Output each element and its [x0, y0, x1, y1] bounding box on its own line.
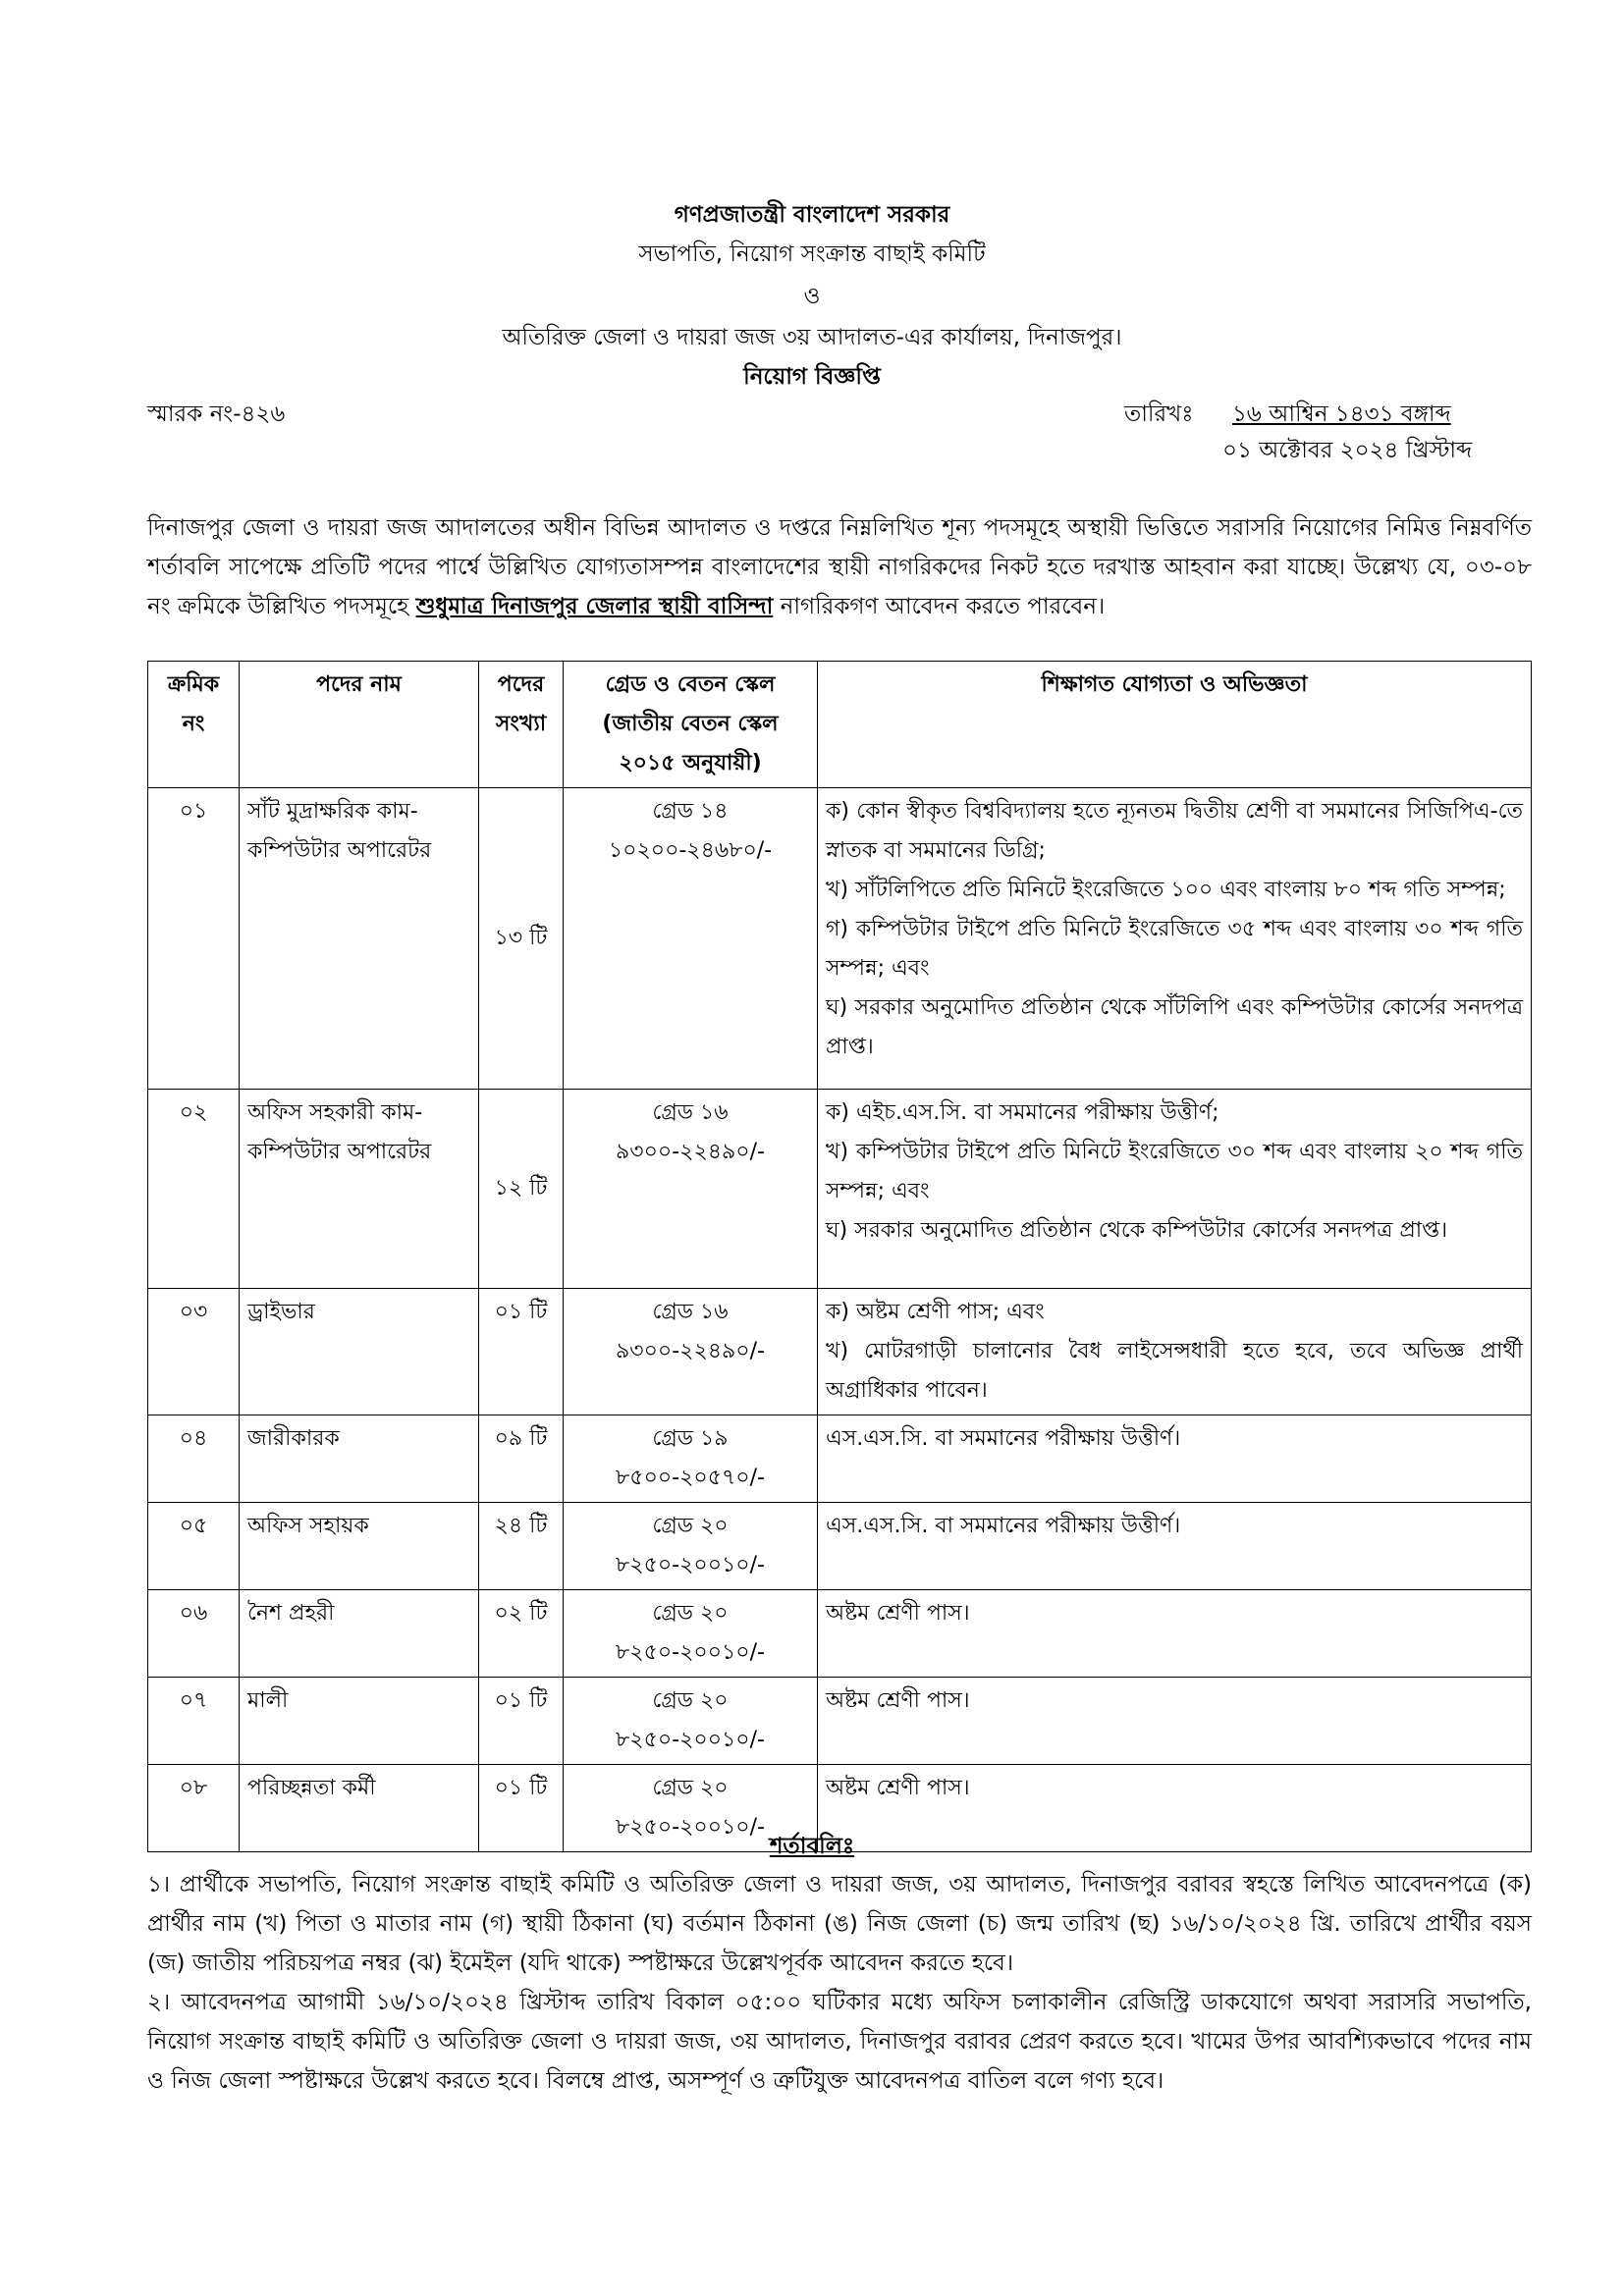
- government-name: গণপ্রজাতন্ত্রী বাংলাদেশ সরকার: [674, 202, 950, 228]
- office-line: অতিরিক্ত জেলা ও দায়রা জজ ৩য় আদালত-এর কার্যালয়, দিনাজপুর।: [502, 325, 1122, 350]
- term-item: ১। প্রার্থীকে সভাপতি, নিয়োগ সংক্রান্ত বাছাই কমিটি ও অতিরিক্ত জেলা ও দায়রা জজ, ৩য় আদালত, দিনাজপুর বরাবর স্বহস্তে লিখিত আবেদনপত্রে (ক) প্রার্থীর নাম (খ) পিতা ও মাতার নাম (গ) স্থায়ী ঠিকানা (ঘ) বর্তমান ঠিকানা (ঙ) নিজ জেলা (চ) জন্ম তারিখ (ছ) ১৬/১০/২০২৪ খ্রি. তারিখে প্রার্থীর বয়স (জ) জাতীয় পরিচয়পত্র নম্বর (ঝ) ইমেইল (যদি থাকে) স্পষ্টাক্ষরে উল্লেখপূর্বক আবেদন করতে হবে।: [147, 1872, 1532, 1976]
- grade-cell: [564, 1503, 818, 1590]
- pay-scale: ৯৩০০-২২৪৯০/-: [616, 1339, 765, 1363]
- grade-label: গ্রেড ২০: [652, 1776, 729, 1800]
- qualification-item: ঘ) সরকার অনুমোদিত প্রতিষ্ঠান থেকে কম্পিউটার কোর্সের সনদপত্র প্রাপ্ত।: [826, 1218, 1448, 1243]
- qualification-cell: [818, 1415, 1532, 1503]
- serial-cell: ০২: [148, 1090, 240, 1289]
- table-header-row: [148, 662, 1532, 788]
- serial-cell: ০৪: [148, 1415, 240, 1503]
- grade-label: গ্রেড ১৬: [652, 1300, 729, 1324]
- qualification-item: গ) কম্পিউটার টাইপে প্রতি মিনিটে ইংরেজিতে ৩৫ শব্দ এবং বাংলায় ৩০ শব্দ গতি সম্পন্ন; এবং: [826, 917, 1523, 981]
- post-count-cell: ০১ টি: [479, 1289, 564, 1415]
- date-gregorian: ০১ অক্টোবর ২০২৪ খ্রিস্টাব্দ: [1222, 438, 1473, 463]
- post-name-cell: পরিচ্ছন্নতা কর্মী: [240, 1765, 479, 1852]
- post-count-cell: ০১ টি: [479, 1765, 564, 1852]
- qualification-item: ক) এইচ.এস.সি. বা সমমানের পরীক্ষায় উত্তীর্ণ;: [826, 1100, 1219, 1125]
- header-serial: ক্রমিক নং: [148, 662, 240, 788]
- page-title: নিয়োগ বিজ্ঞপ্তি: [743, 364, 881, 390]
- grade-cell: [564, 1590, 818, 1678]
- pay-scale: ৮২৫০-২০০১০/-: [616, 1815, 765, 1840]
- grade-label: গ্রেড ১৪: [652, 799, 729, 824]
- post-name-cell: অফিস সহায়ক: [240, 1503, 479, 1590]
- qualification-item: খ) মোটরগাড়ী চালানোর বৈধ লাইসেন্সধারী হতে হবে, তবে অভিজ্ঞ প্রার্থী অগ্রাধিকার পাবেন।: [826, 1339, 1523, 1403]
- pay-scale: ৮২৫০-২০০১০/-: [616, 1640, 765, 1665]
- qualification-item: ক) অষ্টম শ্রেণী পাস; এবং: [826, 1300, 1045, 1324]
- header-post: পদের নাম: [240, 662, 479, 788]
- table-row: [148, 788, 1532, 1090]
- qualification-item: এস.এস.সি. বা সমমানের পরীক্ষায় উত্তীর্ণ।: [826, 1426, 1181, 1451]
- qualification-cell: [818, 1503, 1532, 1590]
- post-name-cell: নৈশ প্রহরী: [240, 1590, 479, 1678]
- qualification-cell: [818, 1678, 1532, 1765]
- header-qualification: শিক্ষাগত যোগ্যতা ও অভিজ্ঞতা: [818, 662, 1532, 788]
- committee-line: সভাপতি, নিয়োগ সংক্রান্ত বাছাই কমিটি: [638, 241, 986, 267]
- pay-scale: ৮৫০০-২০৫৭০/-: [616, 1466, 765, 1490]
- intro-paragraph: [147, 508, 1532, 626]
- table-row: [148, 1678, 1532, 1765]
- table-row: [148, 1289, 1532, 1415]
- header-grade: গ্রেড ও বেতন স্কেল (জাতীয় বেতন স্কেল ২০১৫ অনুযায়ী): [564, 662, 818, 788]
- pay-scale: ৯৩০০-২২৪৯০/-: [616, 1140, 765, 1164]
- table-row: [148, 1415, 1532, 1503]
- table-row: [148, 1090, 1532, 1289]
- date-label: তারিখঃ: [1124, 401, 1194, 427]
- serial-cell: ০৭: [148, 1678, 240, 1765]
- post-name-cell: জারীকারক: [240, 1415, 479, 1503]
- grade-label: গ্রেড ১৬: [652, 1100, 729, 1125]
- qualification-item: অষ্টম শ্রেণী পাস।: [826, 1688, 970, 1713]
- post-count-cell: ০২ টি: [479, 1590, 564, 1678]
- grade-label: গ্রেড ২০: [652, 1601, 729, 1626]
- serial-cell: ০৩: [148, 1289, 240, 1415]
- table-row: [148, 1503, 1532, 1590]
- post-count-cell: ১৩ টি: [479, 788, 564, 1090]
- pay-scale: ৮২৫০-২০০১০/-: [616, 1553, 765, 1577]
- qualification-item: অষ্টম শ্রেণী পাস।: [826, 1601, 970, 1626]
- qualification-item: ঘ) সরকার অনুমোদিত প্রতিষ্ঠান থেকে সাঁটলিপি এবং কম্পিউটার কোর্সের সনদপত্র প্রাপ্ত।: [826, 995, 1523, 1059]
- intro-text: দিনাজপুর জেলা ও দায়রা জজ আদালতের অধীন বিভিন্ন আদালত ও দপ্তরে নিম্নলিখিত শূন্য পদসমূহে অস্থায়ী ভিত্তিতে সরাসরি নিয়োগের নিমিত্ত নিম্নবর্ণিত শর্তাবলি সাপেক্ষে প্রতিটি পদের পার্শ্বে উল্লিখিত যোগ্যতাসম্পন্ন বাংলাদেশের স্থায়ী নাগরিকদের নিকট হতে দরখাস্ত আহবান করা যাচ্ছে। উল্লেখ্য যে, ০৩-০৮ নং ক্রমিকে উল্লিখিত পদসমূহে: [147, 515, 1532, 619]
- header-count: পদের সংখ্যা: [479, 662, 564, 788]
- pay-scale: ১০২০০-২৪৬৮০/-: [608, 838, 773, 863]
- intro-emphasis: শুধুমাত্র দিনাজপুর জেলার স্থায়ী বাসিন্দা: [415, 594, 774, 619]
- qualification-item: খ) কম্পিউটার টাইপে প্রতি মিনিটে ইংরেজিতে ৩০ শব্দ এবং বাংলায় ২০ শব্দ গতি সম্পন্ন; এবং: [826, 1140, 1523, 1203]
- terms-title: শর্তাবলিঃ: [769, 1834, 855, 1859]
- serial-cell: ০৮: [148, 1765, 240, 1852]
- grade-cell: [564, 1678, 818, 1765]
- qualification-item: এস.এস.সি. বা সমমানের পরীক্ষায় উত্তীর্ণ।: [826, 1514, 1181, 1538]
- qualification-cell: [818, 788, 1532, 1090]
- grade-cell: [564, 1415, 818, 1503]
- vacancy-table: [147, 661, 1532, 1852]
- post-count-cell: ০১ টি: [479, 1678, 564, 1765]
- intro-tail: নাগরিকগণ আবেদন করতে পারবেন।: [773, 594, 1106, 619]
- qualification-item: খ) সাঁটলিপিতে প্রতি মিনিটে ইংরেজিতে ১০০ এবং বাংলায় ৮০ শব্দ গতি সম্পন্ন;: [826, 878, 1506, 902]
- qualification-cell: [818, 1590, 1532, 1678]
- post-count-cell: ০৯ টি: [479, 1415, 564, 1503]
- qualification-item: ক) কোন স্বীকৃত বিশ্ববিদ্যালয় হতে ন্যূনতম দ্বিতীয় শ্রেণী বা সমমানের সিজিপিএ-তে স্নাতক বা সমমানের ডিগ্রি;: [826, 799, 1523, 863]
- conjunction-line: ও: [803, 284, 821, 309]
- terms-list: [147, 1865, 1532, 2101]
- grade-label: গ্রেড ১৯: [652, 1426, 729, 1451]
- qualification-item: অষ্টম শ্রেণী পাস।: [826, 1776, 970, 1800]
- post-count-cell: ২৪ টি: [479, 1503, 564, 1590]
- post-name-cell: মালী: [240, 1678, 479, 1765]
- grade-cell: [564, 788, 818, 1090]
- post-count-cell: ১২ টি: [479, 1090, 564, 1289]
- post-name-cell: সাঁট মুদ্রাক্ষরিক কাম-কম্পিউটার অপারেটর: [240, 788, 479, 1090]
- grade-label: গ্রেড ২০: [652, 1514, 729, 1538]
- grade-cell: [564, 1090, 818, 1289]
- serial-cell: ০৬: [148, 1590, 240, 1678]
- post-name-cell: ড্রাইভার: [240, 1289, 479, 1415]
- post-name-cell: অফিস সহকারী কাম-কম্পিউটার অপারেটর: [240, 1090, 479, 1289]
- grade-cell: [564, 1289, 818, 1415]
- term-item: ২। আবেদনপত্র আগামী ১৬/১০/২০২৪ খ্রিস্টাব্দ তারিখ বিকাল ০৫:০০ ঘটিকার মধ্যে অফিস চলাকালীন রেজিস্ট্রি ডাকযোগে অথবা সরাসরি সভাপতি, নিয়োগ সংক্রান্ত বাছাই কমিটি ও অতিরিক্ত জেলা ও দায়রা জজ, ৩য় আদালত, দিনাজপুর বরাবর প্রেরণ করতে হবে। খামের উপর আবশ্যিকভাবে পদের নাম ও নিজ জেলা স্পষ্টাক্ষরে উল্লেখ করতে হবে। বিলম্বে প্রাপ্ত, অসম্পূর্ণ ও ত্রুটিযুক্ত আবেদনপত্র বাতিল বলে গণ্য হবে।: [147, 1990, 1532, 2094]
- table-row: [148, 1590, 1532, 1678]
- pay-scale: ৮২৫০-২০০১০/-: [616, 1728, 765, 1752]
- qualification-cell: [818, 1289, 1532, 1415]
- qualification-cell: [818, 1090, 1532, 1289]
- serial-cell: ০৫: [148, 1503, 240, 1590]
- serial-cell: ০১: [148, 788, 240, 1090]
- memo-reference: স্মারক নং-৪২৬: [147, 401, 286, 427]
- date-bangla: ১৬ আশ্বিন ১৪৩১ বঙ্গাব্দ: [1232, 401, 1451, 427]
- grade-label: গ্রেড ২০: [652, 1688, 729, 1713]
